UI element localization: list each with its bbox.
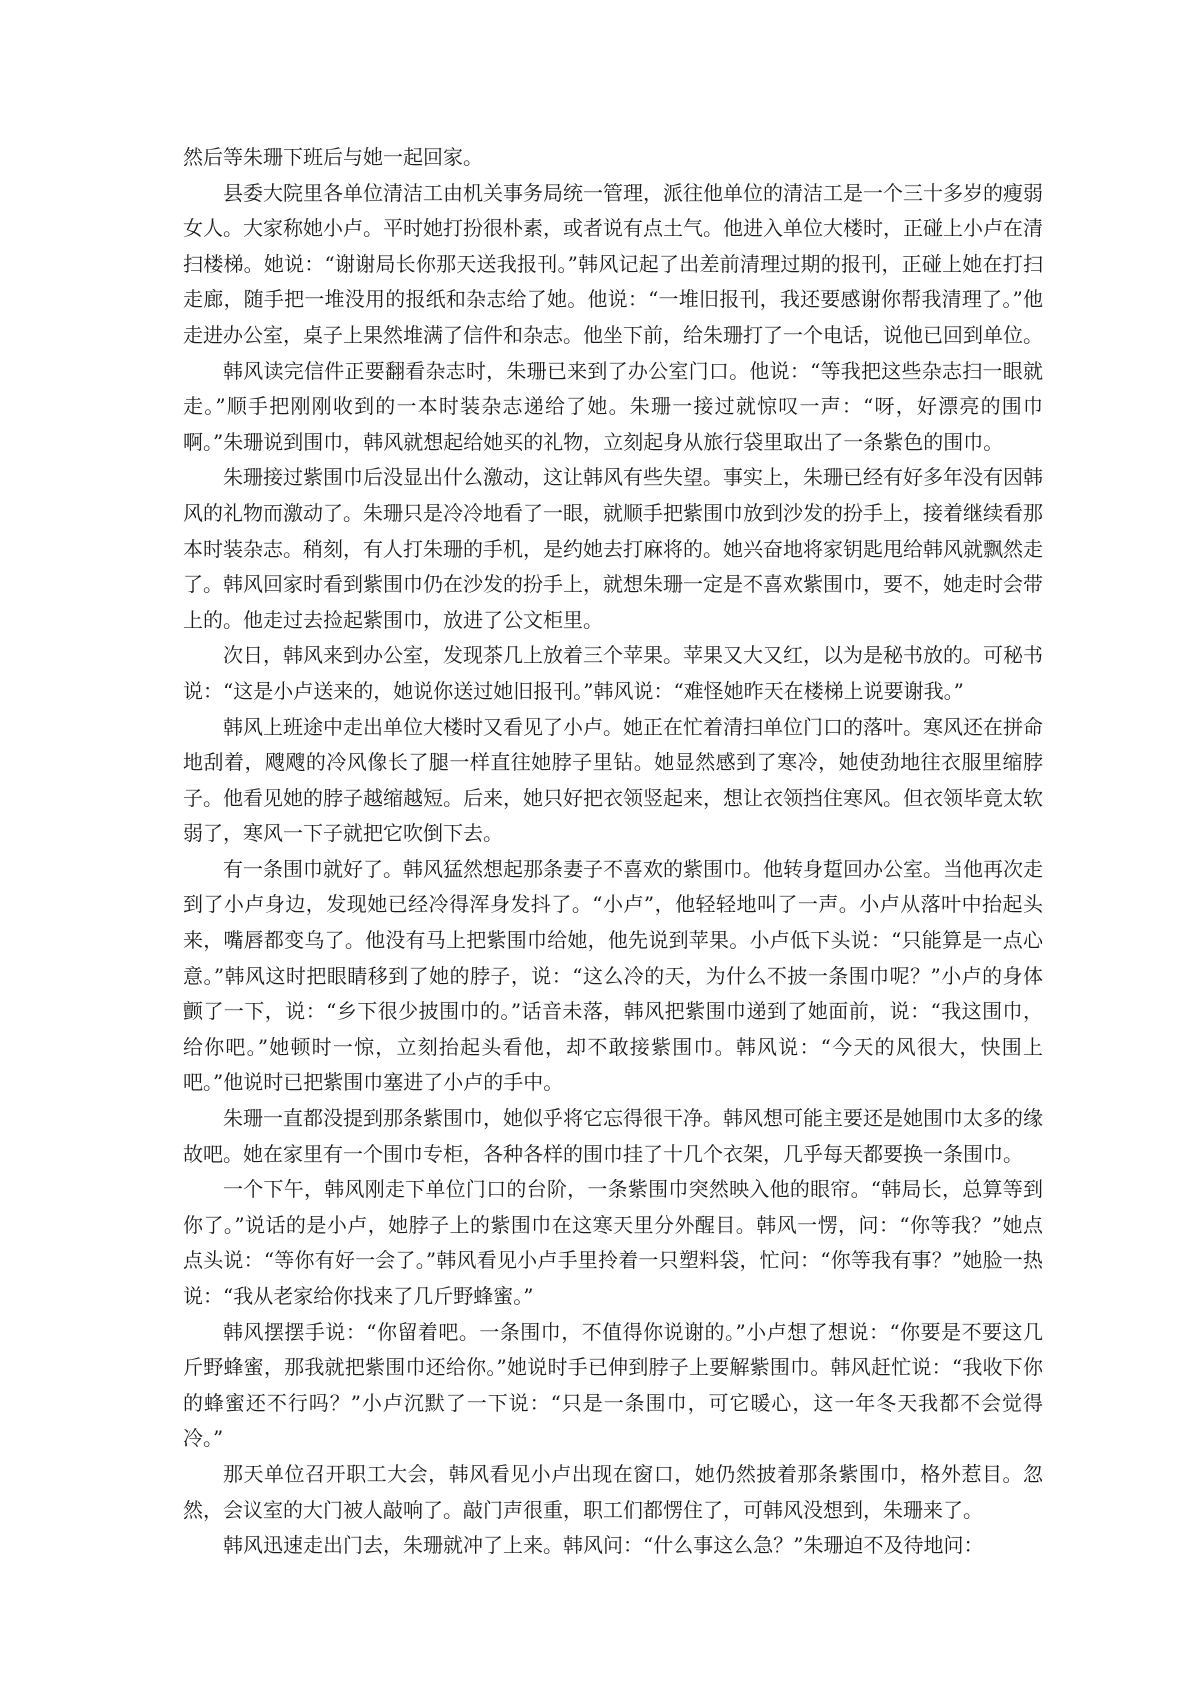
paragraph-11: 那天单位召开职工大会，韩风看见小卢出现在窗口，她仍然披着那条紫围巾，格外惹目。忽然，会议室的大门被人敲响了。敲门声很重，职工们都愣住了，可韩风没想到，朱珊来了。	[183, 1461, 1043, 1522]
paragraph-2: 县委大院里各单位清洁工由机关事务局统一管理，派往他单位的清洁工是一个三十多岁的瘦弱女人。大家称她小卢。平时她打扮很朴素，或者说有点土气。他进入单位大楼时，正碰上小卢在清扫楼梯。她说：“谢谢局长你那天送我报刊。”韩风记起了出差前清理过期的报刊，正碰上她在打扫走廊，随手把一堆没用的报纸和杂志给了她。他说：“一堆旧报刊，我还要感谢你帮我清理了。”他走进办公室，桌子上果然堆满了信件和杂志。他坐下前，给朱珊打了一个电话，说他已回到单位。	[183, 180, 1043, 347]
paragraph-10: 韩风摆摆手说：“你留着吧。一条围巾，不值得你说谢的。”小卢想了想说：“你要是不要这几斤野蜂蜜，那我就把紫围巾还给你。”她说时手已伸到脖子上要解紫围巾。韩风赶忙说：“我收下你的蜂蜜还不行吗？”小卢沉默了一下说：“只是一条围巾，可它暖心，这一年冬天我都不会觉得冷。”	[183, 1319, 1043, 1451]
paragraph-5: 次日，韩风来到办公室，发现茶几上放着三个苹果。苹果又大又红，以为是秘书放的。可秘书说：“这是小卢送来的，她说你送过她旧报刊。”韩风说：“难怪她昨天在楼梯上说要谢我。”	[183, 643, 1043, 703]
paragraph-1: 然后等朱珊下班后与她一起回家。	[183, 145, 483, 169]
paragraph-6: 韩风上班途中走出单位大楼时又看见了小卢。她正在忙着清扫单位门口的落叶。寒风还在拼命地刮着，飕飕的冷风像长了腿一样直往她脖子里钻。她显然感到了寒冷，她使劲地往衣服里缩脖子。他看见她的脖子越缩越短。后来，她只好把衣领竖起来，想让衣领挡住寒风。但衣领毕竟太软弱了，寒风一下子就把它吹倒下去。	[183, 714, 1043, 846]
article-body	[183, 140, 1043, 1564]
paragraph-8: 朱珊一直都没提到那条紫围巾，她似乎将它忘得很干净。韩风想可能主要还是她围巾太多的缘故吧。她在家里有一个围巾专柜，各种各样的围巾挂了十几个衣架，几乎每天都要换一条围巾。	[183, 1106, 1043, 1166]
paragraph-7: 有一条围巾就好了。韩风猛然想起那条妻子不喜欢的紫围巾。他转身踅回办公室。当他再次走到了小卢身边，发现她已经冷得浑身发抖了。“小卢”，他轻轻地叫了一声。小卢从落叶中抬起头来，嘴唇都变乌了。他没有马上把紫围巾给她，他先说到苹果。小卢低下头说：“只能算是一点心意。”韩风这时把眼睛移到了她的脖子，说：“这么冷的天，为什么不披一条围巾呢？”小卢的身体颤了一下，说：“乡下很少披围巾的。”话音未落，韩风把紫围巾递到了她面前，说：“我这围巾，给你吧。”她顿时一惊，立刻抬起头看他，却不敢接紫围巾。韩风说：“今天的风很大，快围上吧。”他说时已把紫围巾塞进了小卢的手中。	[183, 856, 1043, 1095]
paragraph-3: 韩风读完信件正要翻看杂志时，朱珊已来到了办公室门口。他说：“等我把这些杂志扫一眼就走。”顺手把刚刚收到的一本时装杂志递给了她。朱珊一接过就惊叹一声：“呀，好漂亮的围巾啊。”朱珊说到围巾，韩风就想起给她买的礼物，立刻起身从旅行袋里取出了一条紫色的围巾。	[183, 358, 1043, 454]
paragraph-9: 一个下午，韩风刚走下单位门口的台阶，一条紫围巾突然映入他的眼帘。“韩局长，总算等到你了。”说话的是小卢，她脖子上的紫围巾在这寒天里分外醒目。韩风一愣，问：“你等我？”她点点头说：“等你有好一会了。”韩风看见小卢手里拎着一只塑料袋，忙问：“你等我有事？”她脸一热说：“我从老家给你找来了几斤野蜂蜜。”	[183, 1177, 1043, 1308]
paragraph-4: 朱珊接过紫围巾后没显出什么激动，这让韩风有些失望。事实上，朱珊已经有好多年没有因韩风的礼物而激动了。朱珊只是冷冷地看了一眼，就顺手把紫围巾放到沙发的扮手上，接着继续看那本时装杂志。稍刻，有人打朱珊的手机，是约她去打麻将的。她兴奋地将家钥匙甩给韩风就飘然走了。韩风回家时看到紫围巾仍在沙发的扮手上，就想朱珊一定是不喜欢紫围巾，要不，她走时会带上的。他走过去捡起紫围巾，放进了公文柜里。	[183, 465, 1043, 632]
paragraph-12: 韩风迅速走出门去，朱珊就冲了上来。韩风问：“什么事这么急？”朱珊迫不及待地问：	[223, 1533, 984, 1558]
